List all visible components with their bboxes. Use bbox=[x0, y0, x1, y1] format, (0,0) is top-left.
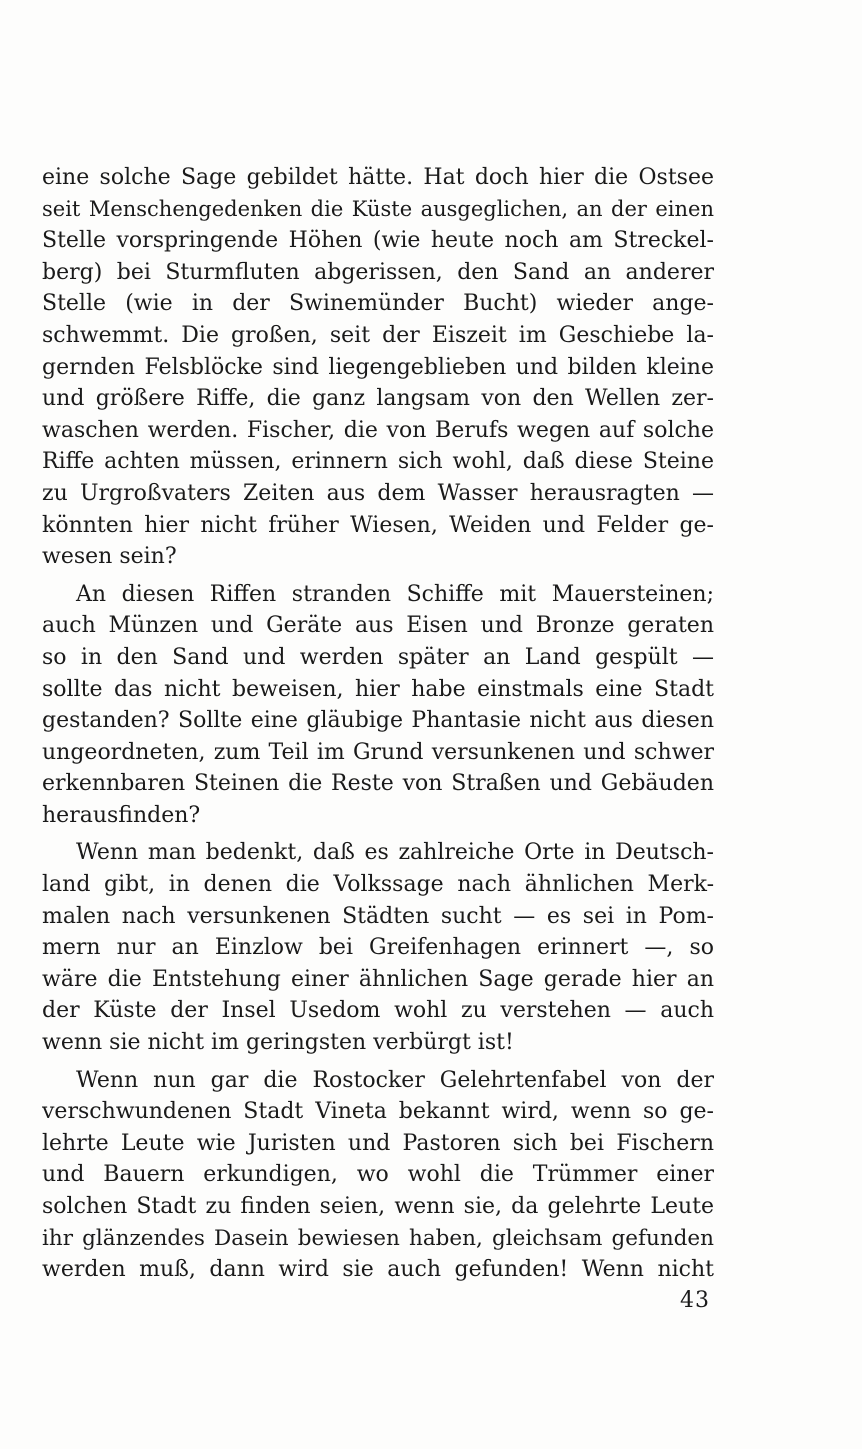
text-line: erkennbaren Steinen die Reste von Straßen und Gebäuden bbox=[42, 771, 714, 797]
text-line: herausfinden? bbox=[42, 802, 201, 828]
text-line: lehrte Leute wie Juristen und Pastoren sich bei Fischern bbox=[42, 1130, 714, 1156]
text-line: gestanden? Sollte eine gläubige Phantasie nicht aus diesen bbox=[42, 708, 714, 734]
text-line: könnten hier nicht früher Wiesen, Weiden und Felder ge- bbox=[42, 512, 714, 538]
text-line: ungeordneten, zum Teil im Grund versunkenen und schwer bbox=[42, 739, 714, 765]
text-line: waschen werden. Fischer, die von Berufs wegen auf solche bbox=[42, 417, 714, 443]
text-line: so in den Sand und werden später an Land gespült — bbox=[42, 644, 714, 670]
paragraph bbox=[42, 1065, 714, 1286]
text-line: eine solche Sage gebildet hätte. Hat doch hier die Ostsee bbox=[42, 165, 714, 190]
paragraph bbox=[42, 579, 714, 832]
text-line: zu Urgroßvaters Zeiten aus dem Wasser herausragten — bbox=[42, 480, 714, 506]
text-line: wäre die Entstehung einer ähnlichen Sage gerade hier an bbox=[42, 966, 714, 992]
text-line: malen nach versunkenen Städten sucht — es sei in Pom- bbox=[42, 903, 714, 929]
text-line: seit Menschengedenken die Küste ausgeglichen, an der einen bbox=[42, 196, 714, 221]
text-line: mern nur an Einzlow bei Greifenhagen erinnert —, so bbox=[42, 935, 714, 961]
text-line: und Bauern erkundigen, wo wohl die Trümmer einer bbox=[42, 1162, 714, 1188]
text-line: Stelle vorspringende Höhen (wie heute noch am Streckel- bbox=[42, 228, 714, 254]
text-line: der Küste der Insel Usedom wohl zu verstehen — auch bbox=[42, 998, 714, 1024]
text-line: ihr glänzendes Dasein bewiesen haben, gleichsam gefunden bbox=[42, 1225, 714, 1251]
text-line: Stelle (wie in der Swinemünder Bucht) wieder ange- bbox=[42, 291, 714, 317]
text-line: Wenn nun gar die Rostocker Gelehrtenfabel von der bbox=[76, 1067, 714, 1093]
text-line: land gibt, in denen die Volkssage nach ähnlichen Merk- bbox=[42, 872, 714, 898]
text-line: gernden Felsblöcke sind liegengeblieben und bilden kleine bbox=[42, 354, 714, 380]
text-line: sollte das nicht beweisen, hier habe einstmals eine Stadt bbox=[42, 676, 714, 702]
text-line: solchen Stadt zu finden seien, wenn sie, da gelehrte Leute bbox=[42, 1194, 714, 1219]
text-line: und größere Riffe, die ganz langsam von den Wellen zer- bbox=[42, 386, 714, 412]
paragraph bbox=[42, 837, 714, 1058]
text-line: schwemmt. Die großen, seit der Eiszeit im Geschiebe la- bbox=[42, 322, 714, 348]
text-line: berg) bei Sturmfluten abgerissen, den Sand an anderer bbox=[42, 259, 714, 285]
text-line: An diesen Riffen stranden Schiffe mit Mauersteinen; bbox=[76, 581, 714, 607]
text-line: Riffe achten müssen, erinnern sich wohl, daß diese Steine bbox=[42, 449, 714, 475]
text-line: auch Münzen und Geräte aus Eisen und Bronze geraten bbox=[42, 613, 714, 639]
text-line: wesen sein? bbox=[42, 544, 177, 570]
text-line: Wenn man bedenkt, daß es zahlreiche Orte in Deutsch- bbox=[76, 840, 714, 866]
text-line: verschwundenen Stadt Vineta bekannt wird, wenn so ge- bbox=[42, 1099, 714, 1125]
paragraph bbox=[42, 162, 714, 573]
text-line: werden muß, dann wird sie auch gefunden! Wenn nicht bbox=[42, 1257, 714, 1283]
body-text bbox=[42, 162, 714, 1286]
page-number: 43 bbox=[680, 1288, 710, 1313]
text-line: wenn sie nicht im geringsten verbürgt ist! bbox=[42, 1030, 514, 1056]
